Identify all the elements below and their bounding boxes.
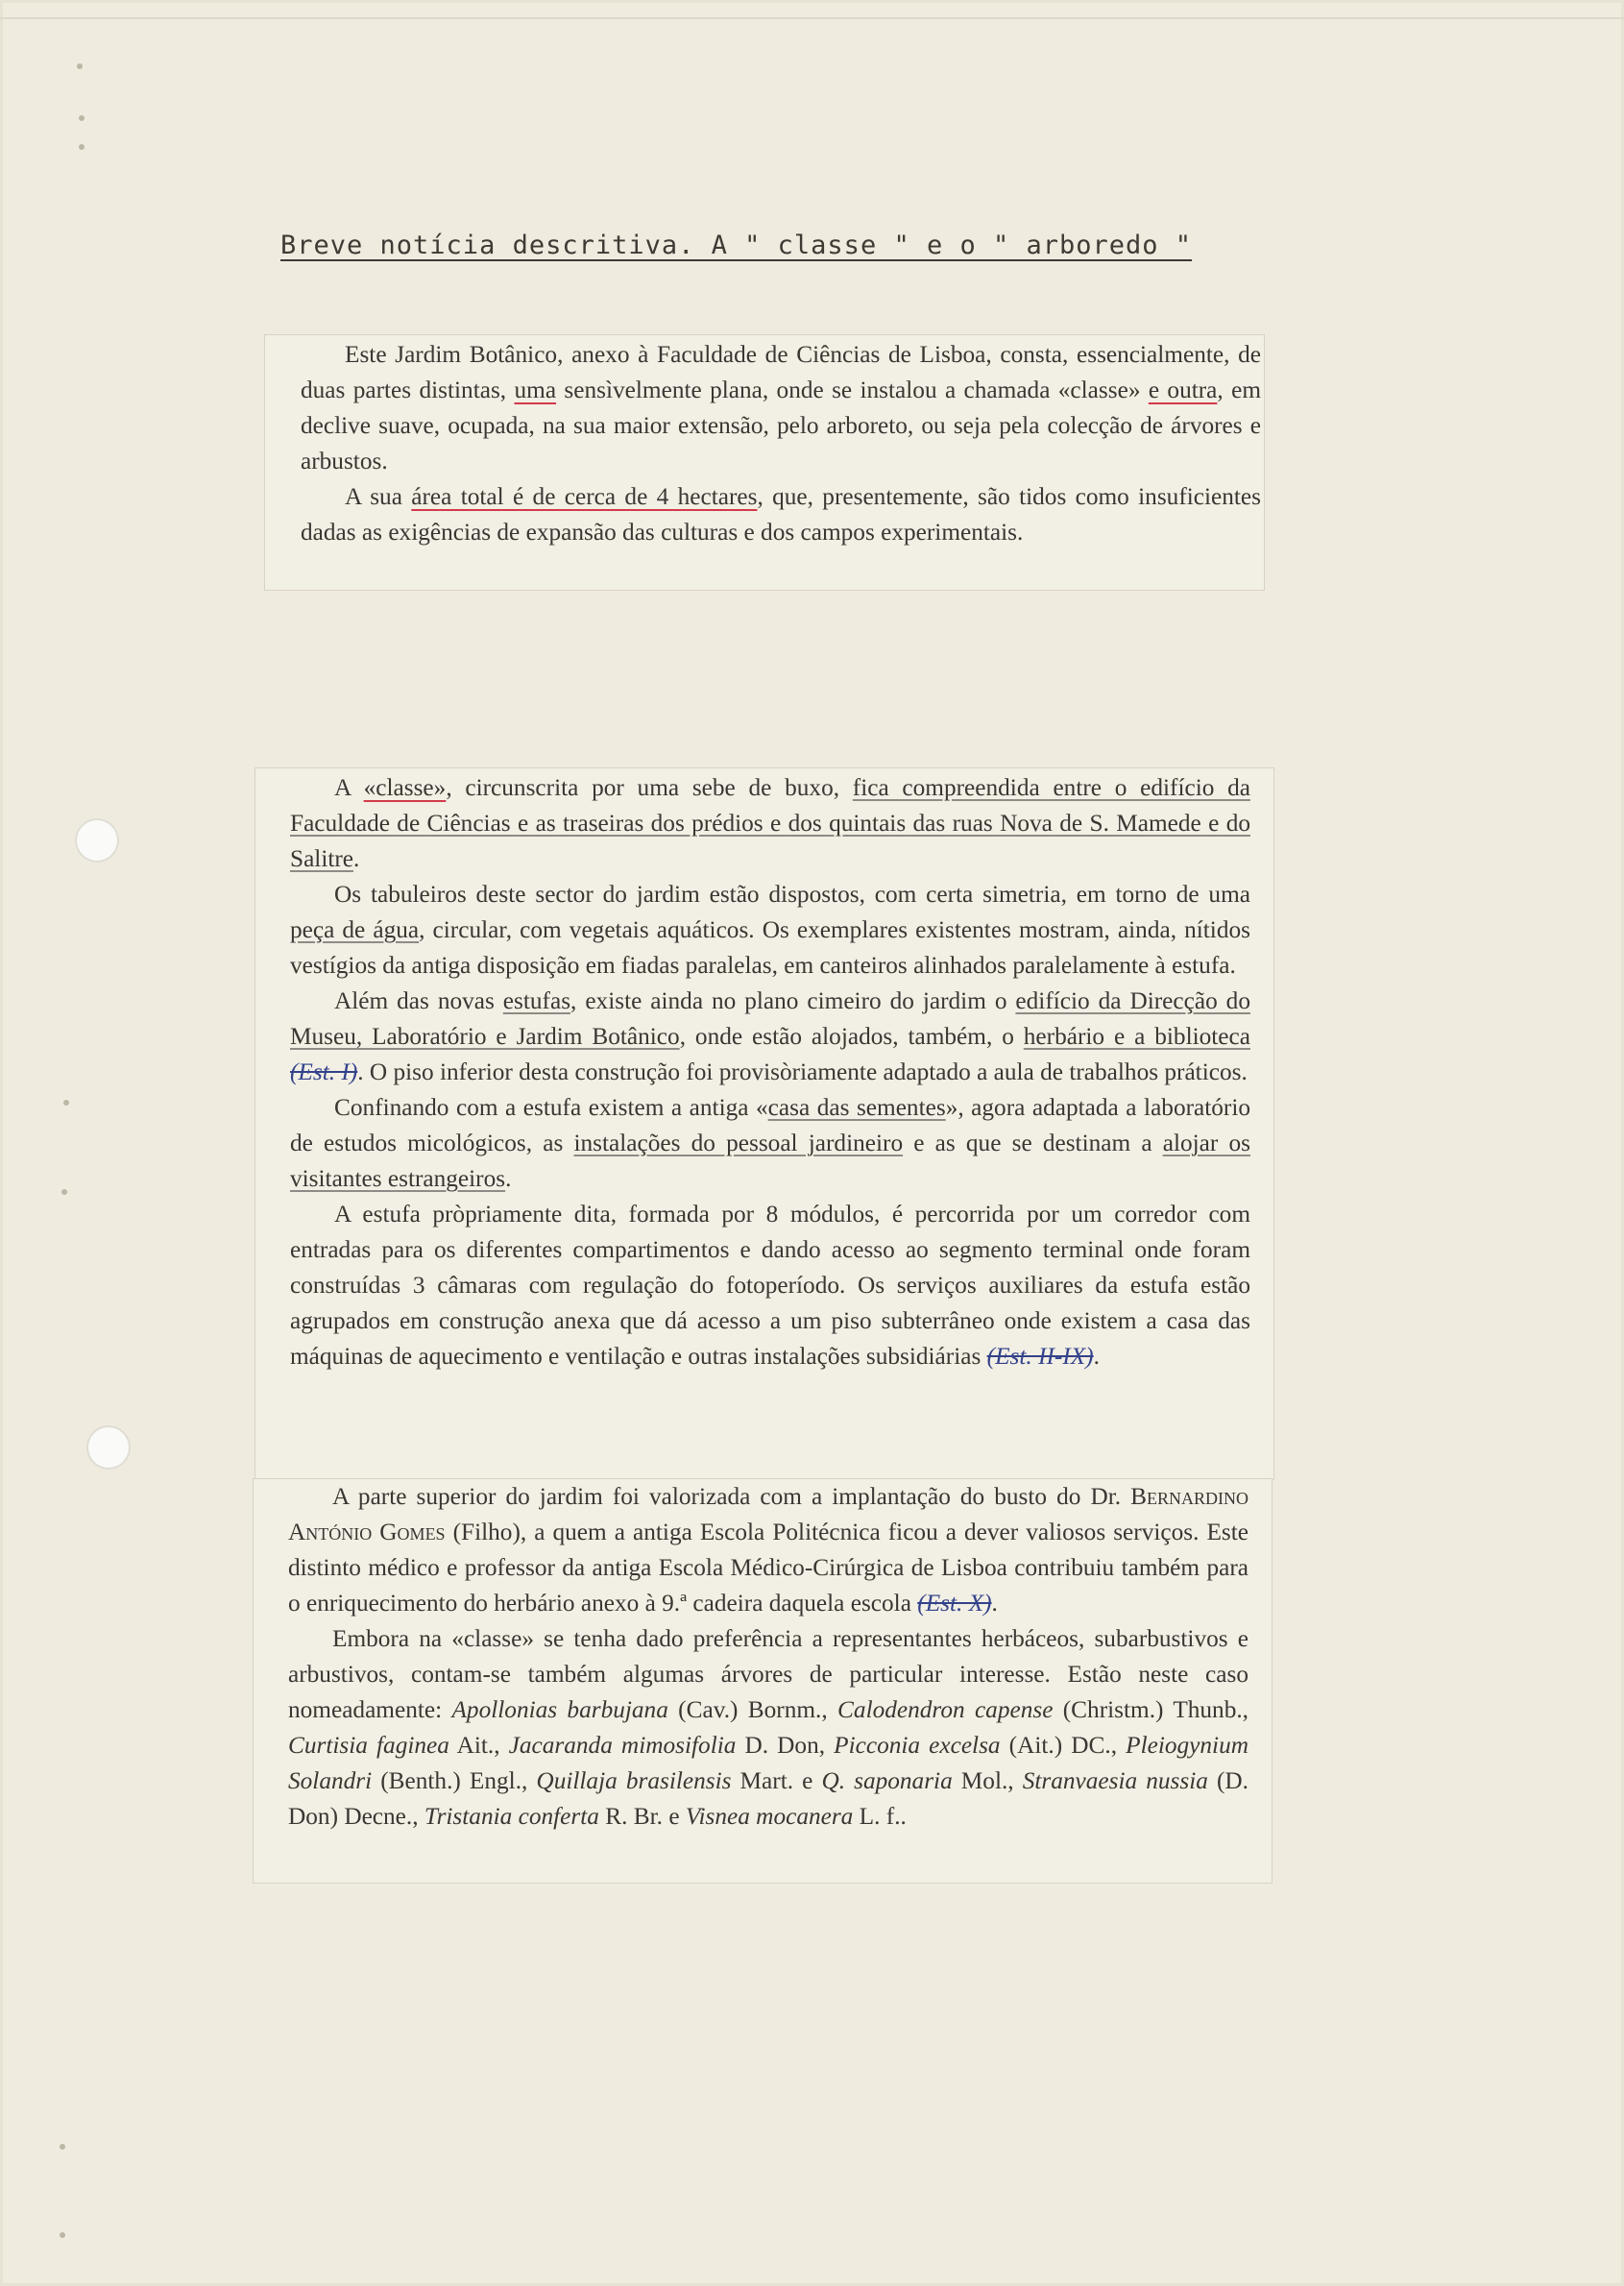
underlined-text: estufas — [502, 987, 571, 1014]
species-name: Jacaranda mimosifolia — [508, 1732, 737, 1759]
species-name: Stranvaesia nussia — [1022, 1767, 1208, 1794]
text-run: sensìvelmente plana, onde se instalou a chamada «classe» — [556, 377, 1149, 403]
text-run: Embora na «classe» se tenha dado preferência a representantes herbáceos, subarbustivos e arbustivos, contam-se também algumas árvores de particular interesse. Estão neste caso nomeadamente: — [288, 1625, 1248, 1723]
species-name: Pleiogynium Solandri — [288, 1732, 1248, 1794]
underlined-text: peça de água — [290, 916, 420, 943]
margin-mark — [79, 115, 85, 121]
underlined-text: instalações do pessoal jardineiro — [573, 1130, 904, 1156]
margin-mark — [60, 2232, 65, 2238]
text-clipping-3 — [254, 1479, 1272, 1883]
text-run: (Ait.) DC., — [1000, 1732, 1127, 1759]
text-run: (Christm.) Thunb., — [1053, 1696, 1249, 1723]
text-run: (Filho), a quem a antiga Escola Politécnica ficou a dever valiosos serviços. Este distinto médico e professor da antiga Escola Médico-Cirúrgica de Lisboa contribuiu também para o enriquecimento do herbário anexo à 9.ª cadeira daquela escola — [288, 1519, 1249, 1617]
text-run: L. f.. — [853, 1803, 907, 1830]
margin-mark — [60, 2144, 65, 2150]
underlined-text: edifício da Direcção do Museu, Laboratório e Jardim Botânico — [290, 987, 1250, 1050]
margin-mark — [61, 1189, 67, 1195]
underlined-text: «classe» — [363, 774, 447, 801]
text-run: . O piso inferior desta construção foi provisòriamente adaptado a aula de trabalhos práticos. — [357, 1058, 1248, 1085]
text-run: (Cav.) Bornm., — [667, 1696, 838, 1723]
text-run: Bernardino António Gomes — [288, 1483, 1248, 1545]
text-run: , em declive suave, ocupada, na sua maior extensão, pelo arboreto, ou seja pela colecção de árvores e arbustos. — [301, 377, 1261, 474]
species-name: Tristania conferta — [424, 1803, 599, 1830]
text-run: Mol., — [952, 1767, 1023, 1794]
text-run: e as que se destinam a — [903, 1130, 1163, 1156]
species-name: Visnea mocanera — [685, 1803, 854, 1830]
text-run: . — [353, 845, 360, 872]
text-run: D. Don, — [736, 1732, 835, 1759]
paragraph — [301, 479, 1261, 550]
underlined-text: fica compreendida entre o edifício da Faculdade de Ciências e as traseiras dos prédios e dos quintais das ruas Nova de S. Mamede e do Salitre — [290, 774, 1250, 872]
paragraph — [301, 337, 1261, 479]
text-run: , onde estão alojados, também, o — [679, 1023, 1024, 1050]
clipping-body — [288, 1479, 1248, 1835]
text-run: . — [505, 1165, 512, 1192]
underlined-text: área total é de cerca de 4 hectares — [411, 483, 758, 510]
text-run: Mart. e — [731, 1767, 822, 1794]
text-run: . — [991, 1590, 998, 1617]
species-name: Apollonias barbujana — [451, 1696, 668, 1723]
underlined-text: e outra — [1148, 377, 1218, 403]
species-name: Q. saponaria — [821, 1767, 953, 1794]
margin-mark — [79, 144, 85, 150]
underlined-text: alojar os visitantes estrangeiros — [290, 1130, 1250, 1192]
text-run: Confinando com a estufa existem a antiga « — [334, 1094, 768, 1121]
underlined-text: herbário e a biblioteca — [1023, 1023, 1250, 1050]
text-run: R. Br. e — [598, 1803, 686, 1830]
paragraph — [290, 1090, 1250, 1197]
species-name: Curtisia faginea — [288, 1732, 449, 1759]
text-run: (Benth.) Engl., — [372, 1767, 537, 1794]
underlined-text: casa das sementes — [767, 1094, 946, 1121]
text-run: , circunscrita por uma sebe de buxo, — [446, 774, 853, 801]
underlined-text: uma — [514, 377, 557, 403]
text-run: A sua — [345, 483, 412, 510]
paragraph — [290, 877, 1250, 984]
text-run: , circular, com vegetais aquáticos. Os exemplares existentes mostram, ainda, nítidos vestígios da antiga disposição em fiadas paralelas, em canteiros alinhados paralelamente à estufa. — [290, 916, 1250, 979]
handwritten-annotation: (Est. I) — [290, 1058, 358, 1085]
text-clipping-2 — [255, 768, 1273, 1479]
text-run: A estufa pròpriamente dita, formada por 8 módulos, é percorrida por um corredor com entradas para os diferentes compartimentos e dando acesso ao segmento terminal onde foram construídas 3 câmaras com regulação do fotoperíodo. Os serviços auxiliares da estufa estão agrupados em construção anexa que dá acesso a um piso subterrâneo onde existem a casa das máquinas de aquecimento e ventilação e outras instalações subsidiárias — [290, 1201, 1250, 1370]
binder-hole-top — [75, 818, 119, 863]
margin-mark — [63, 1100, 69, 1106]
species-name: Quillaja brasilensis — [536, 1767, 732, 1794]
text-clipping-1 — [265, 335, 1264, 590]
text-run: Os tabuleiros deste sector do jardim estão dispostos, com certa simetria, em torno de uma — [334, 881, 1250, 908]
text-run: , existe ainda no plano cimeiro do jardim o — [570, 987, 1016, 1014]
page-top-edge — [0, 17, 1624, 19]
text-run: A — [334, 774, 364, 801]
species-name: Calodendron capense — [837, 1696, 1054, 1723]
paragraph — [288, 1479, 1248, 1621]
handwritten-annotation: (Est. X) — [917, 1590, 992, 1617]
text-run: A parte superior do jardim foi valorizada com a implantação do busto do Dr. — [332, 1483, 1131, 1510]
text-run: (D. Don) Decne., — [288, 1767, 1248, 1830]
paragraph — [288, 1621, 1248, 1835]
paragraph — [290, 1197, 1250, 1374]
clipping-body — [301, 337, 1261, 550]
page-heading: Breve notícia descritiva. A " classe " e o " arboredo " — [280, 231, 1193, 260]
handwritten-annotation: (Est. II-IX) — [986, 1343, 1094, 1370]
text-run: », agora adaptada a laboratório de estudos micológicos, as — [290, 1094, 1251, 1156]
text-run: Este Jardim Botânico, anexo à Faculdade de Ciências de Lisboa, consta, essencialmente, de duas partes distintas, — [301, 341, 1261, 403]
binder-hole-bottom — [86, 1425, 131, 1470]
clipping-body — [290, 770, 1250, 1374]
paragraph — [290, 984, 1250, 1090]
paragraph — [290, 770, 1250, 877]
text-run: Ait., — [448, 1732, 509, 1759]
text-run: , que, presentemente, são tidos como insuficientes dadas as exigências de expansão das culturas e dos campos experimentais. — [301, 483, 1261, 546]
species-name: Picconia excelsa — [834, 1732, 1001, 1759]
margin-mark — [77, 63, 83, 69]
text-run: . — [1093, 1343, 1100, 1370]
text-run: Além das novas — [334, 987, 503, 1014]
